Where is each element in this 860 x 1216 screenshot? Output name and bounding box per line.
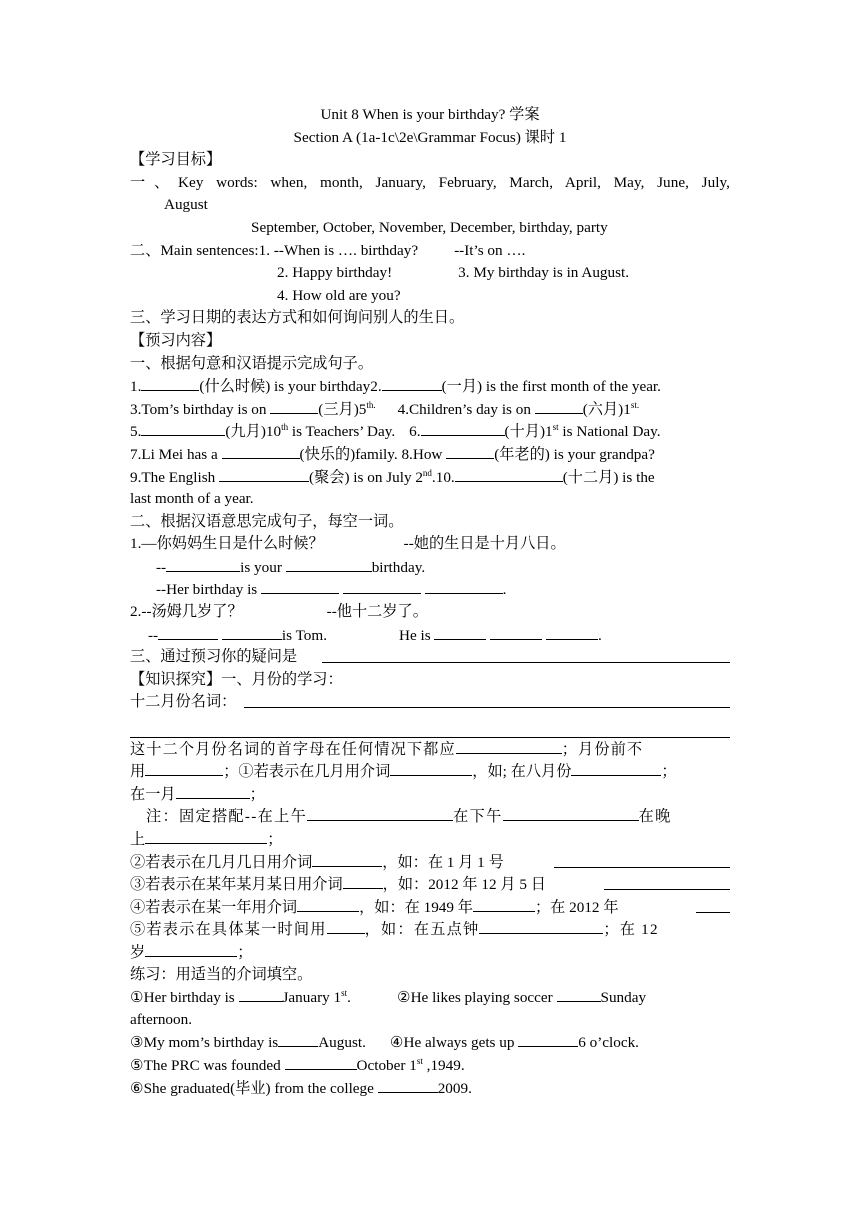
answer-line[interactable]: [604, 873, 730, 890]
blank[interactable]: [421, 420, 505, 436]
blank[interactable]: [327, 918, 365, 934]
blank[interactable]: [145, 828, 267, 844]
blank[interactable]: [285, 1054, 357, 1070]
main-sentences-line-3: 4. How old are you?: [277, 286, 401, 304]
blank[interactable]: [141, 375, 199, 391]
question-7-8: 7.Li Mei has a (快乐的)family. 8.How (年老的) is your grandpa?: [130, 443, 730, 466]
blank[interactable]: [425, 578, 503, 594]
blank[interactable]: [145, 760, 223, 776]
goals-header: 【学习目标】: [130, 151, 222, 169]
blank[interactable]: [546, 624, 598, 640]
blank[interactable]: [312, 851, 382, 867]
blank[interactable]: [503, 805, 639, 821]
answer-line[interactable]: [554, 851, 730, 868]
blank[interactable]: [446, 443, 494, 459]
answer-line[interactable]: [322, 646, 730, 663]
page-subtitle: Section A (1a-1c\2e\Grammar Focus) 课时 1: [293, 128, 567, 146]
blank[interactable]: [239, 986, 283, 1002]
blank[interactable]: [479, 918, 603, 934]
question-1-2: 1. (什么时候) is your birthday2. (一月) is the first month of the year.: [130, 375, 730, 398]
preview-header: 【预习内容】: [130, 331, 222, 349]
blank[interactable]: [286, 556, 372, 572]
blank[interactable]: [473, 896, 535, 912]
question-3-4: 3.Tom’s birthday is on (三月)$5^{th.}$ 4.Children’s day is on (六月)$1^{st.}$: [130, 399, 640, 418]
blank[interactable]: [219, 466, 309, 482]
explore-rule-4: ④若表示在某一年用介词 ，如：在 1949 年 ；在 2012 年: [130, 896, 730, 919]
blank[interactable]: [141, 420, 225, 436]
practice-6: ⑥She graduated(毕业) from the college 2009.: [130, 1077, 730, 1100]
question-10-continued: last month of a year.: [130, 490, 254, 508]
practice-5: ⑤The PRC was founded October 1st ,1949.: [130, 1055, 465, 1074]
keywords-line-2: August: [164, 196, 208, 214]
question-9-10: 9.The English (聚会) is on July 2nd.10. (十二月) is the: [130, 467, 655, 486]
blank[interactable]: [297, 896, 359, 912]
preview-part-2: 二、根据汉语意思完成句子，每空一词。: [130, 512, 404, 530]
blank[interactable]: [490, 624, 542, 640]
main-sentences-line-1: 二、Main sentences:1. --When is …. birthday? --It’s on ….: [130, 241, 526, 259]
question-5-6: 5. (九月)10th is Teachers’ Day. 6. (十月)1st is National Day.: [130, 422, 661, 441]
explore-rule-3: ③若表示在某年某月某日用介词 ，如：2012 年 12 月 5 日: [130, 873, 730, 896]
blank[interactable]: [382, 375, 442, 391]
explore-para-3: 在一月 ；: [130, 783, 730, 806]
blank[interactable]: [378, 1077, 438, 1093]
blank[interactable]: [158, 624, 218, 640]
main-sentences-line-2: 2. Happy birthday! 3. My birthday is in August.: [277, 264, 630, 282]
blank[interactable]: [176, 783, 250, 799]
blank[interactable]: [222, 624, 282, 640]
worksheet-page: [130, 104, 730, 1099]
blank[interactable]: [278, 1031, 318, 1047]
blank[interactable]: [434, 624, 486, 640]
blank[interactable]: [270, 398, 318, 414]
translate-1-answer: --Her birthday is .: [130, 578, 730, 601]
blank[interactable]: [343, 578, 421, 594]
preview-part-3: 三、通过预习你的疑问是: [130, 646, 730, 669]
explore-note-continued: 上 ；: [130, 828, 730, 851]
explore-para-1: 这十二个月份名词的首字母在任何情况下都应 ；月份前不: [130, 738, 730, 761]
explore-rule-5: ⑤若表示在具体某一时间用 ，如：在五点钟 ；在 12: [130, 918, 730, 941]
explore-note: 注：固定搭配--在上午 在下午 在晚: [130, 805, 730, 828]
blank[interactable]: [166, 556, 240, 572]
page-title: Unit 8 When is your birthday? 学案: [320, 106, 540, 123]
blank[interactable]: [222, 443, 300, 459]
explore-header: 【知识探究】一、月份的学习：: [130, 670, 343, 688]
answer-line[interactable]: [244, 691, 730, 708]
practice-1-2: ①Her birthday is January 1st. ②He likes playing soccer Sunday: [130, 988, 647, 1007]
blank[interactable]: [571, 760, 661, 776]
blank[interactable]: [261, 578, 339, 594]
keywords-line-3: September, October, November, December, birthday, party: [251, 218, 608, 236]
preview-part-1: 一、根据句意和汉语提示完成句子。: [130, 354, 373, 372]
translate-1-question: -- is your birthday.: [130, 556, 730, 579]
explore-rule-2: ②若表示在几月几日用介词 ，如：在 1 月 1 号: [130, 851, 730, 874]
blank[interactable]: [456, 738, 562, 754]
blank[interactable]: [145, 941, 237, 957]
months-line: 十二月份名词：: [130, 691, 730, 714]
practice-2-continued: afternoon.: [130, 1010, 192, 1028]
blank[interactable]: [307, 805, 453, 821]
keywords-line-1: 一、Key words: when, month, January, February, March, April, May, June, July,: [130, 173, 730, 191]
answer-line-full[interactable]: [130, 714, 730, 738]
translate-1-prompt: 1.—你妈妈生日是什么时候？ --她的生日是十月八日。: [130, 535, 566, 553]
explore-para-2: 用 ；①若表示在几月用介词 ，如; 在八月份 ；: [130, 760, 730, 783]
translate-2-lines: -- is Tom. He is .: [130, 624, 730, 647]
explore-rule-5-continued: 岁 ；: [130, 941, 730, 964]
blank[interactable]: [343, 873, 383, 889]
blank[interactable]: [390, 760, 472, 776]
answer-line[interactable]: [696, 896, 730, 913]
blank[interactable]: [535, 398, 583, 414]
translate-2-prompt: 2.--汤姆几岁了？ --他十二岁了。: [130, 603, 428, 621]
blank[interactable]: [557, 986, 601, 1002]
practice-header: 练习：用适当的介词填空。: [130, 965, 313, 983]
practice-3-4: ③My mom’s birthday is August. ④He always gets up 6 o’clock.: [130, 1031, 730, 1054]
goal-3: 三、学习日期的表达方式和如何询问别人的生日。: [130, 309, 465, 327]
blank[interactable]: [455, 466, 563, 482]
blank[interactable]: [518, 1031, 578, 1047]
